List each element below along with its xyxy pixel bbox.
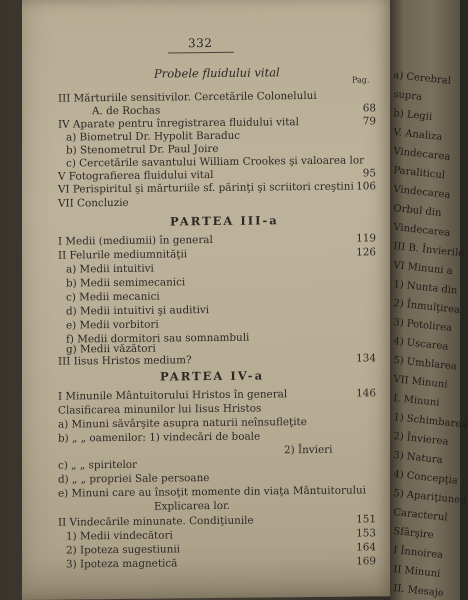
toc-entry-page: 164 xyxy=(356,541,376,554)
part-four-heading: PARTEA IV-a xyxy=(160,368,265,384)
facing-page-fragment: VI Minuni a xyxy=(392,260,454,278)
toc-entry-label: c) Medii mecanici xyxy=(66,290,160,304)
toc-entry-page: 146 xyxy=(356,387,376,400)
toc-entry-label: 3) Ipoteza magnetică xyxy=(66,557,178,571)
facing-page-fragment: 5) Apariţiunea xyxy=(392,488,467,507)
toc-entry-label: c) „ „ spiritelor xyxy=(58,458,138,472)
toc-entry-label: II Vindecările minunate. Condiţiunile xyxy=(58,514,254,529)
toc-entry-page: 126 xyxy=(356,246,376,259)
facing-page-fragment: supra xyxy=(392,89,423,103)
toc-entry-label: c) Cercetările savantului William Crookes şi valoarea lor xyxy=(66,154,365,170)
part-three-heading: PARTEA III-a xyxy=(170,213,279,229)
toc-entry-label: b) „ „ oamenilor: 1) vindecări de boale xyxy=(58,430,261,445)
toc-entry-label: I Medii (mediumii) în general xyxy=(58,234,213,248)
facing-page-fragment: V. Analiza xyxy=(392,127,443,144)
toc-entry xyxy=(58,387,376,403)
toc-entry-label: f) Medii dormitori sau somnambuli xyxy=(66,331,250,346)
facing-page-fragment: Vindecarea xyxy=(392,222,451,239)
toc-entry-page: 169 xyxy=(356,555,376,568)
toc-entry-label: a) Medii intuitivi xyxy=(66,262,154,276)
facing-page-fragment: 4) Uscarea xyxy=(392,336,449,353)
toc-entry xyxy=(58,456,376,472)
toc-entry-label: I Minunile Mântuitorului Hristos în general xyxy=(58,388,288,403)
toc-entry xyxy=(58,89,376,105)
toc-entry-page: 95 xyxy=(362,167,376,180)
toc-entry-label: 2) Învieri xyxy=(284,443,333,457)
toc-entry-page: 106 xyxy=(356,180,376,193)
facing-page-fragment: II. Mesaje xyxy=(392,583,445,600)
toc-entry-label: 2) Ipoteza sugestiunii xyxy=(66,543,180,557)
toc-entry-label: A. de Rochas xyxy=(92,104,161,118)
facing-page-fragment: III B. Învierile xyxy=(392,241,465,260)
toc-entry-page: 79 xyxy=(362,115,376,128)
facing-page-fragment: I. Minuni xyxy=(392,393,441,409)
toc-entry-label: d) Medii intuitivi şi auditivi xyxy=(66,304,210,318)
toc-entry-label: g) Medii văzători xyxy=(66,342,156,356)
facing-page-fragment: Orbul din xyxy=(392,203,442,219)
facing-page-fragment: Vindecarea xyxy=(392,146,451,163)
toc-entry-label: a) Biometrul Dr. Hypolit Baraduc xyxy=(66,129,241,144)
toc-entry-label: d) „ „ propriei Sale persoane xyxy=(58,472,210,486)
pag-label: Pag. xyxy=(352,75,370,85)
toc-entry-label: e) Medii vorbitori xyxy=(66,318,159,332)
facing-page-fragment: Vindecarea xyxy=(392,184,451,201)
facing-page-fragment: 2) Învierea xyxy=(392,431,449,448)
toc-entry-label: III Mărturiile sensitivilor. Cercetările Colonelului xyxy=(58,89,317,105)
facing-page-fragment: 1) Nunta din xyxy=(392,279,458,297)
facing-page-fragment: VII Minuni xyxy=(392,374,448,391)
toc-entry xyxy=(58,232,376,248)
toc-entry-label: e) Minuni care au însoţit momente din viaţa Mântuitorului xyxy=(58,484,366,500)
facing-page-fragment: Sfârşire xyxy=(392,526,435,542)
toc-entry-label: IV Aparate pentru înregistrarea fluidului vital xyxy=(58,116,299,131)
facing-page-fragment: II Minuni xyxy=(392,564,441,580)
facing-page-fragment: Caracterul xyxy=(392,507,449,524)
toc-entry-label: III Iisus Hristos medium? xyxy=(58,354,192,368)
toc-entry-label: II Felurile mediumnităţii xyxy=(58,248,188,262)
facing-page-fragment: b) Legii xyxy=(392,108,433,124)
facing-page-fragment: 1) Schimbarea xyxy=(392,412,468,431)
toc-entry-label: b) Stenometrul Dr. Paul Joire xyxy=(66,142,219,157)
facing-page-fragment: 3) Potolirea xyxy=(392,317,453,335)
facing-page-fragment: I Înnoirea xyxy=(392,545,444,562)
toc-entry xyxy=(58,513,376,529)
toc-entry-label: Clasificarea minunilor lui Iisus Hristos xyxy=(58,402,262,417)
toc-entry-page: 119 xyxy=(356,232,376,245)
page-number: 332 xyxy=(188,36,213,51)
toc-entry-page: 153 xyxy=(356,527,376,540)
toc-entry-label: b) Medii semimecanici xyxy=(66,276,186,290)
facing-page-fragment: Paraliticul xyxy=(392,165,446,182)
facing-page-fragment: 5) Umblarea xyxy=(392,355,458,373)
page-number-rule xyxy=(168,52,234,54)
book-page xyxy=(22,0,394,600)
facing-page-fragment: 4) Concepţia xyxy=(392,469,459,487)
toc-entry-page: 68 xyxy=(362,102,376,115)
toc-entry-label: VII Concluzie xyxy=(58,196,129,210)
section-title: Probele fluidului vital xyxy=(154,65,280,81)
toc-entry-label: VI Perispiritul şi mărturiile sf. părinţi şi scriitori creştini xyxy=(58,180,354,196)
facing-page-fragment: a) Cerebral xyxy=(392,70,452,87)
toc-entry-label: Explicarea lor. xyxy=(154,499,231,513)
facing-page-edge xyxy=(390,0,468,600)
facing-page-fragment: 2) Înmulţirea xyxy=(392,298,461,316)
toc-entry-label: a) Minuni săvârşite asupra naturii neînsufleţite xyxy=(58,416,307,431)
toc-entry-page: 151 xyxy=(356,513,376,526)
facing-page-fragment: 3) Natura xyxy=(392,450,444,467)
toc-entry-label: V Fotografierea fluidului vital xyxy=(58,168,214,183)
toc-entry-label: 1) Medii vindecători xyxy=(66,529,173,543)
toc-entry-page: 134 xyxy=(356,352,376,365)
